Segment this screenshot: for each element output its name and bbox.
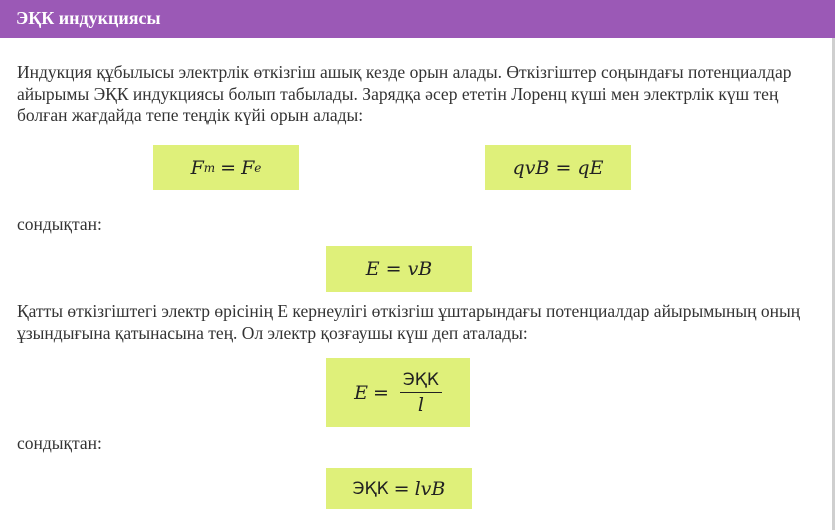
paragraph-intro: Индукция құбылысы электрлік өткізгіш ашық кезде орын алады. Өткізгіштер соңындағы потенциалдар айырымы ЭҚК индукциясы болып табылады. Зарядқа әсер ететін Лоренц күші мен электрлік күш тең болған жағдайда тепе теңдік күйі орын алады:: [17, 62, 792, 125]
formula-equals: =: [393, 477, 410, 500]
formula-charge-forces: [485, 145, 631, 190]
header-bar: [0, 0, 835, 38]
formula-field-strength: [326, 246, 472, 292]
formula-force-balance: [153, 145, 299, 190]
formula-text: qvB = qE: [512, 156, 604, 179]
formula-lhs-sub: m: [203, 160, 216, 175]
formula-fraction: [400, 370, 442, 416]
formula-equals: =: [372, 381, 389, 404]
formula-rhs: lvB: [414, 477, 446, 500]
formula-lhs: ЭҚК: [352, 478, 389, 499]
page-title: ЭҚК индукциясы: [16, 8, 161, 28]
therefore-label: сондықтан:: [17, 214, 102, 234]
formula-rhs-sub: e: [254, 160, 262, 175]
therefore-label: сондықтан:: [17, 433, 102, 453]
formula-emf: [326, 468, 472, 509]
formula-text: E = vB: [365, 258, 433, 280]
formula-lhs: E: [354, 381, 368, 404]
formula-lhs: F: [190, 156, 204, 179]
paragraph-field: Қатты өткізгіштегі электр өрісінің E кернеулігі өткізгіш ұштарындағы потенциалдар айырымының оның ұзындығына қатынасына тең. Ол электр қозғаушы күш деп аталады:: [17, 301, 801, 343]
formula-equals: =: [220, 156, 237, 179]
formula-emf-ratio: [326, 358, 470, 427]
formula-rhs: F: [241, 156, 255, 179]
fraction-denominator: l: [417, 393, 424, 416]
fraction-numerator: ЭҚК: [400, 370, 442, 393]
